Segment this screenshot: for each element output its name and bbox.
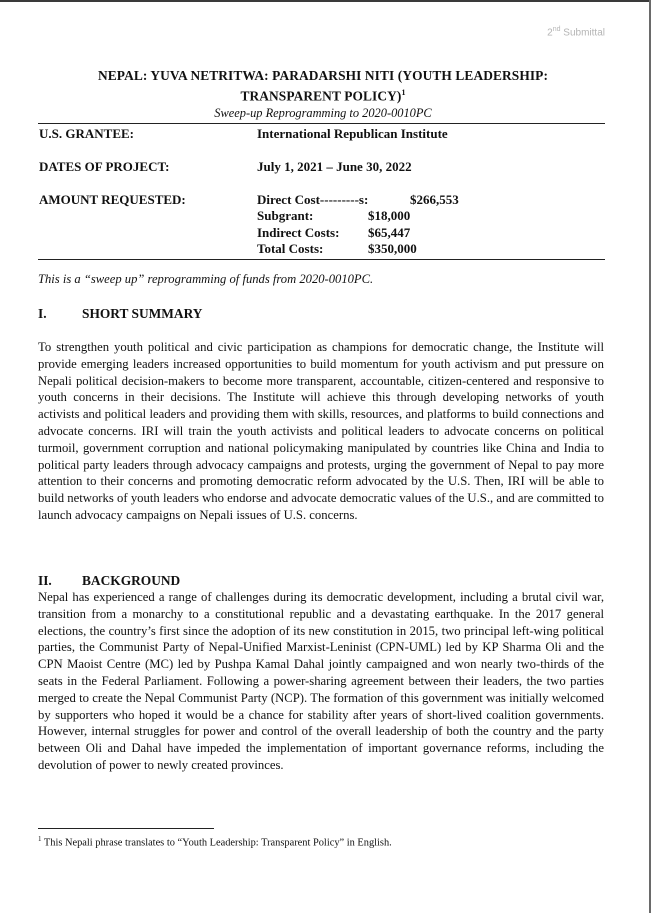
cost-name: Subgrant: [257, 208, 314, 223]
cost-amount: $350,000 [368, 241, 417, 256]
title-line-1: NEPAL: YUVA NETRITWA: PARADARSHI NITI (YOUTH LEADERSHIP: [97, 68, 549, 83]
cost-name: Total Costs: [257, 241, 324, 256]
background-paragraph: Nepal has experienced a range of challenges during its democratic development, including a brutal civil war, transition from a monarchy to a constitutional republic and a devastating earthquake. In the 2017 general elections, the country’s first since the adoption of its new constitution in 2015, two principal left-wing political parties, the Communist Party of Nepal-Unified Marxist-Leninist (CPN-UML) led by KP Sharma Oli and the CPN Maoist Centre (MC) led by Pushpa Kamal Dahal jointly campaigned and won nearly two-thirds of the seats in the Federal Parliament. Following a power-sharing agreement between their leaders, the two parties merged to create the Nepal Communist Party (NCP). The formation of this government was initially welcomed by supporters who hoped it would be a chance for stability after years of short-lived coalition governments. However, internal struggles for power and control of the overall leadership of both the country and the party between Oli and Dahal have impeded the implementation of important governance reforms, including the devolution of power to newly created provinces. [38, 590, 604, 772]
footnote: $^1$ This Nepali phrase translates to “Youth Leadership: Transparent Policy” in English. [38, 835, 392, 849]
submittal-stamp: 2nd Submittal [547, 26, 605, 39]
cost-amount: $65,447 [368, 225, 411, 240]
grantee-value: International Republican Institute [257, 126, 448, 141]
document-subtitle: Sweep-up Reprogramming to 2020-0010PC [214, 106, 432, 120]
reprogramming-note: This is a “sweep up” reprogramming of funds from 2020-0010PC. [38, 272, 374, 286]
title-line-2: TRANSPARENT POLICY)$^1$ [240, 88, 406, 104]
amount-label: AMOUNT REQUESTED: [39, 192, 186, 207]
dates-value: July 1, 2021 – June 30, 2022 [257, 159, 412, 174]
footnote-rule [38, 828, 214, 829]
document-title [40, 67, 606, 104]
header-divider [38, 123, 605, 124]
cost-amount: $266,553 [410, 192, 459, 207]
fields-divider [38, 259, 605, 260]
grantee-label: U.S. GRANTEE: [39, 126, 134, 141]
dates-label: DATES OF PROJECT: [39, 159, 170, 174]
cost-name: Indirect Costs: [257, 225, 340, 240]
section-heading-summary: I. SHORT SUMMARY [38, 306, 203, 321]
cost-name: Direct Cost---------s: [257, 192, 369, 207]
page-top-edge [0, 0, 651, 2]
title-footnote-mark: 1 [401, 88, 406, 97]
section-heading-background: II. BACKGROUND [38, 573, 181, 588]
cost-amount: $18,000 [368, 208, 411, 223]
summary-paragraph: To strengthen youth political and civic participation as champions for democratic change, the Institute will provide emerging leaders increased opportunities to build momentum for youth activism and put pressure on Nepali political decision-makers to become more transparent, accountable, citizen-centered and responsive to youth concerns in their decisions. The Institute will achieve this through developing networks of youth activists and political leaders and providing them with skills, resources, and platforms to build connections and advocate concerns. IRI will train the youth activists and political leaders to advocate concerns on political turmoil, government corruption and national policymaking manipulated by countries like China and India to political party leaders through advocacy campaigns and protests, urging the government of Nepal to pay more attention to their concerns and promoting democratic reform advocated by the U.S. Then, IRI will be able to build networks of youth leaders who endorse and advocate democratic values of the U.S., and are committed to launch advocacy campaigns on Nepali issues of U.S. concerns. [38, 340, 604, 522]
